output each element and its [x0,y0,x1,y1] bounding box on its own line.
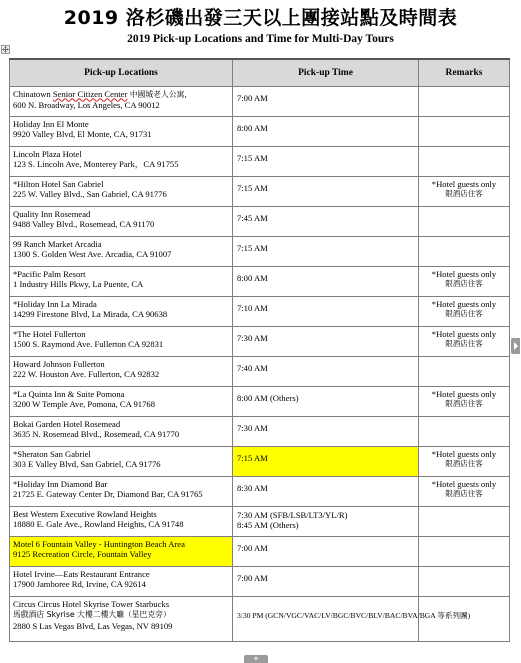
remark-text: *Hotel guests only [431,178,497,189]
pickup-time: 7:15 AM [237,182,268,193]
remark-text-chinese: 限酒店住客 [445,489,483,498]
time-cell[interactable] [233,506,419,536]
location-cell[interactable] [10,386,233,416]
time-cell[interactable] [233,356,419,386]
time-cell[interactable] [233,116,419,146]
location-address: 14299 Firestone Blvd, La Mirada, CA 90638 [13,309,168,319]
pickup-time: 7:00 AM [237,572,268,583]
location-name: Lincoln Plaza Hotel [13,148,82,159]
location-name: *Hilton Hotel San Gabriel [13,178,104,189]
remark-text: *Hotel guests only [431,328,497,339]
pickup-time: 8:00 AM [237,272,268,283]
pickup-time: 7:00 AM [237,542,268,553]
remarks-cell[interactable] [419,146,510,176]
location-name: *Holiday Inn Diamond Bar [13,478,108,489]
remarks-cell[interactable] [419,476,510,506]
location-name: Bokai Garden Hotel Rosemead [13,418,121,429]
table-row [10,356,510,386]
remark-text: *Hotel guests only [431,298,497,309]
location-address: 17900 Jamboree Rd, Irvine, CA 92614 [13,579,146,589]
remarks-cell[interactable] [419,266,510,296]
location-name: Best Western Executive Rowland Heights [13,508,157,519]
remark-text-chinese: 限酒店住客 [445,309,483,318]
move-handle-icon[interactable] [1,45,10,54]
location-cell[interactable] [10,236,233,266]
location-cell[interactable] [10,356,233,386]
location-address: 1500 S. Raymond Ave. Fullerton CA 92831 [13,339,164,349]
location-address: 9125 Recreation Circle, Fountain Valley [13,549,152,559]
location-name: Motel 6 Fountain Valley - Huntington Beach Area [13,538,185,549]
table-row [10,146,510,176]
location-name: Circus Circus Hotel Skyrise Tower Starbucks [13,598,170,609]
table-row [10,596,510,641]
table-row [10,536,510,566]
table-row [10,326,510,356]
pickup-time: 8:00 AM (Others) [237,392,299,403]
table-row [10,176,510,206]
location-address: 303 E Valley Blvd, San Gabriel, CA 91776 [13,459,161,469]
remark-text: *Hotel guests only [431,268,497,279]
remarks-cell[interactable] [419,236,510,266]
location-name: Howard Johnson Fullerton [13,358,105,369]
time-cell[interactable] [233,566,419,596]
remarks-cell[interactable] [419,566,510,596]
remarks-cell[interactable] [419,356,510,386]
table-row [10,476,510,506]
remarks-cell[interactable] [419,326,510,356]
time-cell[interactable] [233,596,471,641]
table-row [10,416,510,446]
remarks-cell[interactable] [419,86,510,116]
time-cell[interactable] [233,86,419,116]
location-cell-highlighted[interactable] [10,536,233,566]
remarks-cell[interactable] [419,386,510,416]
column-header-time: Pick-up Time [233,59,419,86]
location-address: 18880 E. Gale Ave., Rowland Heights, CA 91748 [13,519,184,529]
location-name-chinese: 馬戲酒店 Skyrise 大樓二樓大廳（星巴克旁） [13,610,171,619]
pickup-time: 7:00 AM [237,92,268,103]
pickup-time: 8:00 AM [237,122,268,133]
location-cell[interactable] [10,446,233,476]
location-name: *The Hotel Fullerton [13,328,86,339]
location-name: *Pacific Palm Resort [13,268,86,279]
location-address: 225 W. Valley Blvd., San Gabriel, CA 91776 [13,189,167,199]
remarks-cell[interactable] [419,446,510,476]
time-cell-highlighted[interactable] [233,446,419,476]
remark-text-chinese: 限酒店住客 [445,189,483,198]
location-address: 3635 N. Rosemead Blvd., Rosemead, CA 91770 [13,429,180,439]
time-cell[interactable] [233,416,419,446]
pickup-schedule-table [9,58,510,642]
table-row [10,206,510,236]
remarks-cell[interactable] [419,416,510,446]
table-row [10,266,510,296]
pickup-time: 7:15 AM [237,242,268,253]
location-address: 222 W. Houston Ave. Fullerton, CA 92832 [13,369,160,379]
location-address: 1 Industry Hills Pkwy, La Puente, CA [13,279,144,289]
location-cell[interactable] [10,146,233,176]
location-address: 2880 S Las Vegas Blvd, Las Vegas, NV 89109 [13,620,173,631]
time-cell[interactable] [233,476,419,506]
location-name: Chinatown Senior Citizen Center 中國城老人公寓, [13,88,187,99]
pickup-time: 7:30 AM [237,332,268,343]
time-cell[interactable] [233,386,419,416]
pickup-time: 7:30 AM [237,422,268,433]
location-cell[interactable] [10,326,233,356]
time-cell[interactable] [233,176,419,206]
pickup-time: 7:40 AM [237,362,268,373]
column-header-remarks: Remarks [419,59,510,86]
time-cell[interactable] [233,266,419,296]
location-cell[interactable] [10,476,233,506]
table-row [10,236,510,266]
chevron-right-icon[interactable] [511,338,520,354]
remarks-cell[interactable] [419,176,510,206]
location-name: *La Quinta Inn & Suite Pomona [13,388,125,399]
location-address: 123 S. Lincoln Ave, Monterey Park，CA 91755 [13,159,179,169]
remark-text: *Hotel guests only [431,388,497,399]
location-address: 9488 Valley Blvd., Rosemead, CA 91170 [13,219,155,229]
page-title-chinese: 2019 洛杉磯出發三天以上團接站點及時間表 [63,7,458,29]
pickup-time: 7:30 AM (SFB/LSB/LT3/YL/R) [237,509,348,520]
plus-icon[interactable]: + [244,655,268,663]
location-cell[interactable] [10,506,233,536]
table-row [10,296,510,326]
location-cell[interactable] [10,266,233,296]
location-cell[interactable] [10,296,233,326]
page-title-english: 2019 Pick-up Locations and Time for Multi-Day Tours [127,33,394,45]
pickup-time: 7:45 AM [237,212,268,223]
remark-text: *Hotel guests only [431,478,497,489]
location-address: 3200 W Temple Ave, Pomona, CA 91768 [13,399,155,409]
column-header-locations: Pick-up Locations [10,59,233,86]
location-name: Quality Inn Rosemead [13,208,91,219]
remarks-cell[interactable] [419,296,510,326]
time-cell[interactable] [233,326,419,356]
time-cell[interactable] [233,536,419,566]
time-cell[interactable] [233,206,419,236]
location-cell[interactable] [10,566,233,596]
remarks-cell[interactable] [419,116,510,146]
location-cell[interactable] [10,116,233,146]
remark-text: *Hotel guests only [431,448,497,459]
location-cell[interactable] [10,176,233,206]
remark-text-chinese: 限酒店住客 [445,339,483,348]
remark-text-chinese: 限酒店住客 [445,399,483,408]
pickup-time: 7:15 AM [237,452,268,463]
table-row [10,566,510,596]
location-cell[interactable] [10,206,233,236]
remarks-cell[interactable] [419,206,510,236]
time-cell[interactable] [233,296,419,326]
remark-text-chinese: 限酒店住客 [445,279,483,288]
location-name: 99 Ranch Market Arcadia [13,238,102,249]
pickup-time: 8:30 AM [237,482,268,493]
table-row [10,506,510,536]
location-cell[interactable] [10,596,233,641]
remarks-cell[interactable] [419,506,510,536]
time-cell[interactable] [233,236,419,266]
location-cell[interactable] [10,86,233,116]
table-row [10,116,510,146]
table-row [10,86,510,116]
location-name: Holiday Inn El Monte [13,118,89,129]
table-row [10,386,510,416]
location-name: *Holiday Inn La Mirada [13,298,97,309]
location-cell[interactable] [10,416,233,446]
time-cell[interactable] [233,146,419,176]
remark-text-chinese: 限酒店住客 [445,459,483,468]
location-address: 600 N. Broadway, Los Angeles, CA 90012 [13,100,160,110]
location-address: 9920 Valley Blvd, El Monte, CA, 91731 [13,129,152,139]
location-name: *Sheraton San Gabriel [13,448,91,459]
pickup-time: 7:10 AM [237,302,268,313]
pickup-time: 7:15 AM [237,152,268,163]
pickup-time-secondary: 8:45 AM (Others) [237,520,299,530]
location-address: 1300 S. Golden West Ave. Arcadia, CA 91007 [13,249,172,259]
table-row [10,446,510,476]
remarks-cell[interactable] [419,536,510,566]
location-address: 21725 E. Gateway Center Dr, Diamond Bar, CA 91765 [13,489,203,499]
location-name: Hotel Irvine—Eats Restaurant Entrance [13,568,150,579]
pickup-time: 3:30 PM (GCN/VGC/VAC/LV/BGC/BVC/BLV/BAC/BVA/BGA 等系列團) [237,610,471,620]
